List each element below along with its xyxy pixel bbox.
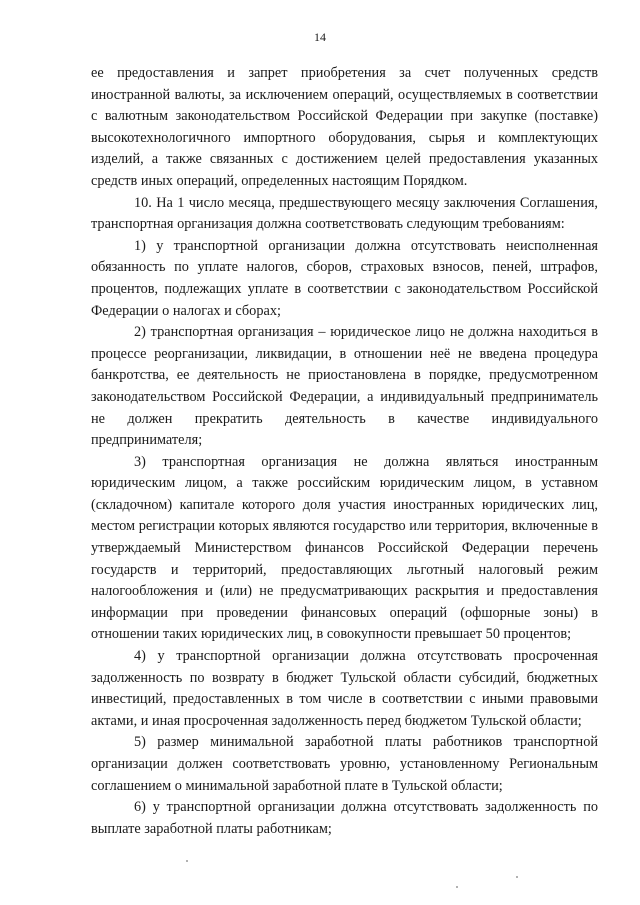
- scan-speck: [456, 886, 458, 888]
- page-number: 14: [314, 30, 326, 44]
- scan-speck: [186, 860, 188, 862]
- paragraph-requirement-3: 3) транспортная организация не должна являться иностранным юридическим лицом, а также российским юридическим лицом, в уставном (складочном) капитале которого доля участия иностранных юридических лиц, местом регистрации которых являются государство или территория, включенные в утверждаемый Министерством финансов Российской Федерации перечень государств и территорий, предоставляющих льготный налоговый режим налогообложения и (или) не предусматривающих раскрытия и предоставления информации при проведении финансовых операций (офшорные зоны) в отношении таких юридических лиц, в совокупности превышает 50 процентов;: [91, 453, 598, 643]
- paragraph-requirement-5: 5) размер минимальной заработной платы работников транспортной организации должен соответствовать уровню, установленному Региональным соглашением о минимальной заработной плате в Тульской области;: [91, 734, 598, 794]
- scan-speck: [516, 876, 518, 878]
- paragraph-continuation: ее предоставления и запрет приобретения за счет полученных средств иностранной валюты, за исключением операций, осуществляемых в соответствии с валютным законодательством Российской Федерации при закупке (поставке) высокотехнологичного импортного оборудования, сырья и комплектующих изделий, а также связанных с достижением целей предоставления указанных средств иных операций, определенных настоящим Порядком.: [91, 65, 598, 189]
- paragraph-item-10: 10. На 1 число месяца, предшествующего месяцу заключения Соглашения, транспортная организация должна соответствовать следующим требованиям:: [91, 194, 598, 233]
- paragraph-requirement-6: 6) у транспортной организации должна отсутствовать задолженность по выплате заработной платы работникам;: [91, 799, 598, 837]
- document-body: [91, 63, 598, 840]
- paragraph-requirement-1: 1) у транспортной организации должна отсутствовать неисполненная обязанность по уплате налогов, сборов, страховых взносов, пеней, штрафов, процентов, подлежащих уплате в соответствии с законодательством Российской Федерации о налогах и сборах;: [91, 237, 598, 319]
- paragraph-requirement-2: 2) транспортная организация – юридическое лицо не должна находиться в процессе реорганизации, ликвидации, в отношении неё не введена процедура банкротства, ее деятельность не приостановлена в порядке, предусмотренном законодательством Российской Федерации, а индивидуальный предприниматель не должен прекратить деятельность в качестве индивидуального предпринимателя;: [91, 324, 598, 449]
- paragraph-requirement-4: 4) у транспортной организации должна отсутствовать просроченная задолженность по возврату в бюджет Тульской области субсидий, бюджетных инвестиций, предоставленных в том числе в соответствии с иными правовыми актами, и иная просроченная задолженность перед бюджетом Тульской области;: [91, 648, 598, 729]
